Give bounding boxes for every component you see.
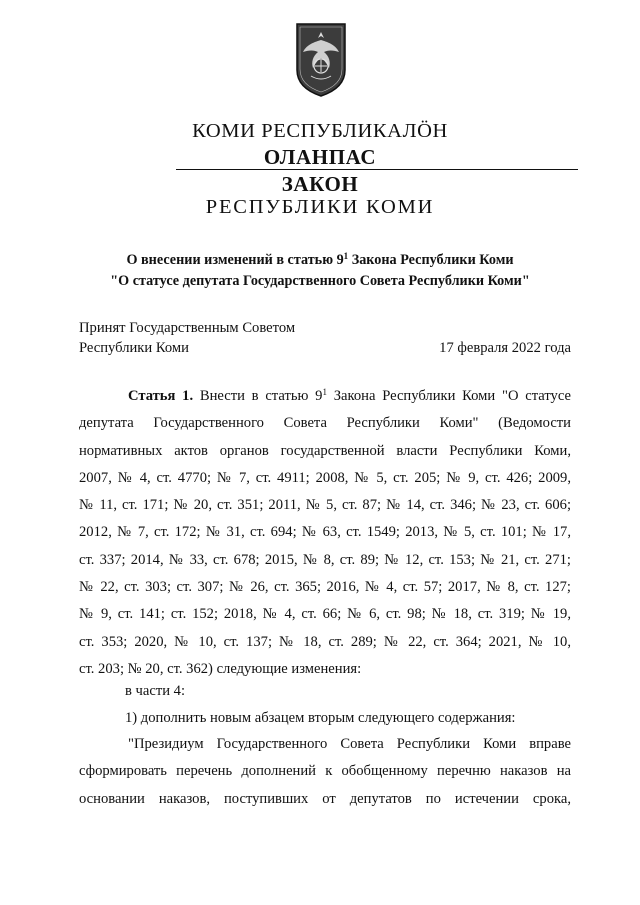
article-1-line: 2007, № 4, ст. 4770; № 7, ст. 4911; 2008, № 5, ст. 205; № 9, ст. 426; 2009, bbox=[79, 469, 571, 486]
quoted-paragraph bbox=[79, 731, 571, 813]
article-1-line: № 22, ст. 303; ст. 307; № 26, ст. 365; 2016, № 4, ст. 57; 2017, № 8, ст. 127; bbox=[79, 579, 571, 596]
article-1-line: ст. 353; 2020, № 10, ст. 137; № 18, ст. 289; № 22, ст. 364; 2021, № 10, bbox=[79, 633, 571, 650]
header-divider bbox=[176, 169, 578, 170]
header-republic-komi: РЕСПУБЛИКИ КОМИ bbox=[205, 196, 435, 218]
header-komi-republic: КОМИ РЕСПУБЛИКАЛӦН bbox=[192, 120, 448, 142]
article-1-line: ст. 203; № 20, ст. 362) следующие изменения: bbox=[79, 660, 362, 677]
article-1-line: 2012, № 7, ст. 172; № 31, ст. 694; № 63, ст. 1549; 2013, № 5, ст. 101; № 17, bbox=[79, 524, 571, 541]
komi-coat-of-arms-icon bbox=[293, 22, 349, 98]
item-1: 1) дополнить новым абзацем вторым следующего содержания: bbox=[125, 710, 516, 726]
article-1-first-line: Статья 1. Внести в статью $9^1$ Закона Республики Коми "О статусе bbox=[128, 387, 571, 404]
quote-line: основании наказов, поступивших от депутатов по истечении срока, bbox=[79, 790, 571, 807]
header-olanpas: ОЛАНПАС bbox=[263, 145, 377, 169]
article-1-line: № 11, ст. 171; № 20, ст. 351; 2011, № 5, ст. 87; № 14, ст. 346; № 23, ст. 606; bbox=[79, 497, 571, 514]
adopted-by-line-1: Принят Государственным Советом bbox=[79, 320, 296, 336]
article-1-line: депутата Государственного Совета Республики Коми" (Ведомости bbox=[79, 415, 571, 432]
adoption-date: 17 февраля 2022 года bbox=[439, 340, 571, 356]
law-title-line-2: "О статусе депутата Государственного Совета Республики Коми" bbox=[110, 273, 530, 289]
article-label: Статья 1. bbox=[128, 388, 194, 404]
law-title-line-1: О внесении изменений в статью $9^1$ Закона Республики Коми bbox=[126, 251, 514, 268]
article-1 bbox=[79, 383, 571, 683]
article-1-line: нормативных актов органов государственной власти Республики Коми, bbox=[79, 442, 571, 459]
article-1-line: № 9, ст. 141; ст. 152; 2018, № 4, ст. 66; № 6, ст. 98; № 18, ст. 319; № 19, bbox=[79, 606, 571, 623]
quote-line: "Президиум Государственного Совета Республики Коми вправе bbox=[128, 736, 571, 752]
article-1-line: ст. 337; 2014, № 33, ст. 678; 2015, № 8, ст. 89; № 12, ст. 153; № 21, ст. 271; bbox=[79, 551, 571, 568]
quote-line: сформировать перечень дополнений к обобщенному перечню наказов на bbox=[79, 763, 571, 780]
part-4-intro: в части 4: bbox=[125, 683, 186, 699]
header-zakon: ЗАКОН bbox=[281, 172, 359, 196]
adopted-by-line-2: Республики Коми bbox=[79, 340, 189, 356]
